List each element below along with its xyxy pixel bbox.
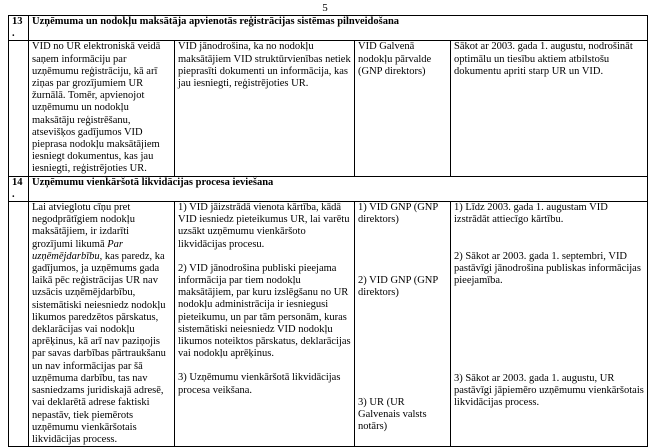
action-item-3: 3) Uzņēmumu vienkāršotā likvidācijas procesa veikšana.: [178, 372, 341, 396]
deadline-item: Sākot ar 2003. gada 1. augustu, nodrošināt optimālu un tiesību aktiem atbilstošu dokumentu apriti starp UR un VID.: [454, 41, 633, 77]
section-13-header-row: [9, 16, 648, 41]
deadline-item-2: 2) Sākot ar 2003. gada 1. septembri, VID pastāvīgi jānodrošina publiskas informācijas pieejamība.: [454, 251, 641, 287]
section-title: Uzņēmuma un nodokļu maksātāja apvienotās reģistrācijas sistēmas pilnveidošana: [29, 16, 648, 41]
page-number: 5: [322, 2, 328, 14]
responsible-item: VID Galvenā nodokļu pārvalde (GNP direktors): [358, 41, 432, 77]
problem-text-end: , kas paredz, ka gadījumos, ja uzņēmums gada laikā pēc reģistrācijas UR nav uzsācis uzņēmējdarbību, sistemātiski neiesniedz nodokļu likumos paredzētos pārskatus, deklarācijas vai nodokļu aprēķinus, kā arī nav paziņojis par savas darbības pārtraukšanu un nav informācijas par šā uzņēmuma darbību, tas nav sasniedzams juridiskajā adresē, vai deklarētā adrese faktiski nepastāv, tiek piemērots uzņēmumu vienkāršotais likvidācijas process.: [32, 250, 166, 445]
responsible-cell: [355, 41, 451, 176]
actions-cell: [175, 41, 355, 176]
number-cell: [9, 41, 29, 176]
section-title: Uzņēmumu vienkāršotā likvidācijas procesa ieviešana: [29, 176, 648, 201]
responsible-item-2: 2) VID GNP (GNP direktors): [358, 275, 438, 299]
deadline-item-3: 3) Sākot ar 2003. gada 1. augustu, UR pastāvīgi jāpiemēro uzņēmumu vienkāršotais likvidācijas process.: [454, 373, 644, 409]
action-item: VID jānodrošina, ka no nodokļu maksātājiem VID struktūrvienības netiek pieprasīti dokumenti un informācija, kas jau iesniegti, reģistrējoties UR.: [178, 41, 351, 90]
section-number: 13.: [9, 16, 29, 41]
problem-text-start: Lai atvieglotu cīņu pret negodprātīgiem nodokļu maksātājiem, ir izdarīti grozījumi likumā: [32, 202, 135, 250]
action-item-2: 2) VID jānodrošina publiski pieejama informācija par tiem nodokļu maksātājiem, par kuru izslēgšanu no UR nodokļu administrācija ir iesniegusi pieteikumu, un par tām personām, kuras sistemātiski neiesniedz VID nodokļu likumos noteiktos pārskatus, deklarācijas vai nodokļu aprēķinus.: [178, 262, 351, 360]
problem-text: VID no UR elektroniskā veidā saņem informāciju par uzņēmumu reģistrāciju, kā arī ziņas par grozījumiem UR žurnālā. Tomēr, apvienojot uzņēmumu un nodokļu maksātāju reģistrēšanu, atsevišķos gadījumos VID pieprasa nodokļu maksātājiem iesniegt dokumentus, kas jau iesniegti, reģistrējoties UR.: [32, 41, 161, 175]
problem-cell: [29, 202, 175, 447]
section-14-content-row: [9, 202, 648, 447]
law-title: Par uzņēmējdarbību: [32, 238, 123, 262]
problem-cell: [29, 41, 175, 176]
responsible-item-3: 3) UR (UR Galvenais valsts notārs): [358, 397, 427, 433]
measures-table: [8, 15, 648, 447]
responsible-item-1: 1) VID GNP (GNP direktors): [358, 202, 438, 226]
section-14-header-row: [9, 176, 648, 201]
action-item-1: 1) VID jāizstrādā vienota kārtība, kādā VID iesniedz pieteikumus UR, lai varētu uzsākt uzņēmumu vienkāršoto likvidācijas procesu.: [178, 202, 350, 250]
deadline-item-1: 1) Līdz 2003. gada 1. augustam VID izstrādāt attiecīgo kārtību.: [454, 202, 608, 226]
actions-cell: [175, 202, 355, 447]
deadline-cell: [451, 41, 648, 176]
number-cell: [9, 202, 29, 447]
section-13-content-row: [9, 41, 648, 176]
deadline-cell: [451, 202, 648, 447]
section-number: 14.: [9, 176, 29, 201]
responsible-cell: [355, 202, 451, 447]
